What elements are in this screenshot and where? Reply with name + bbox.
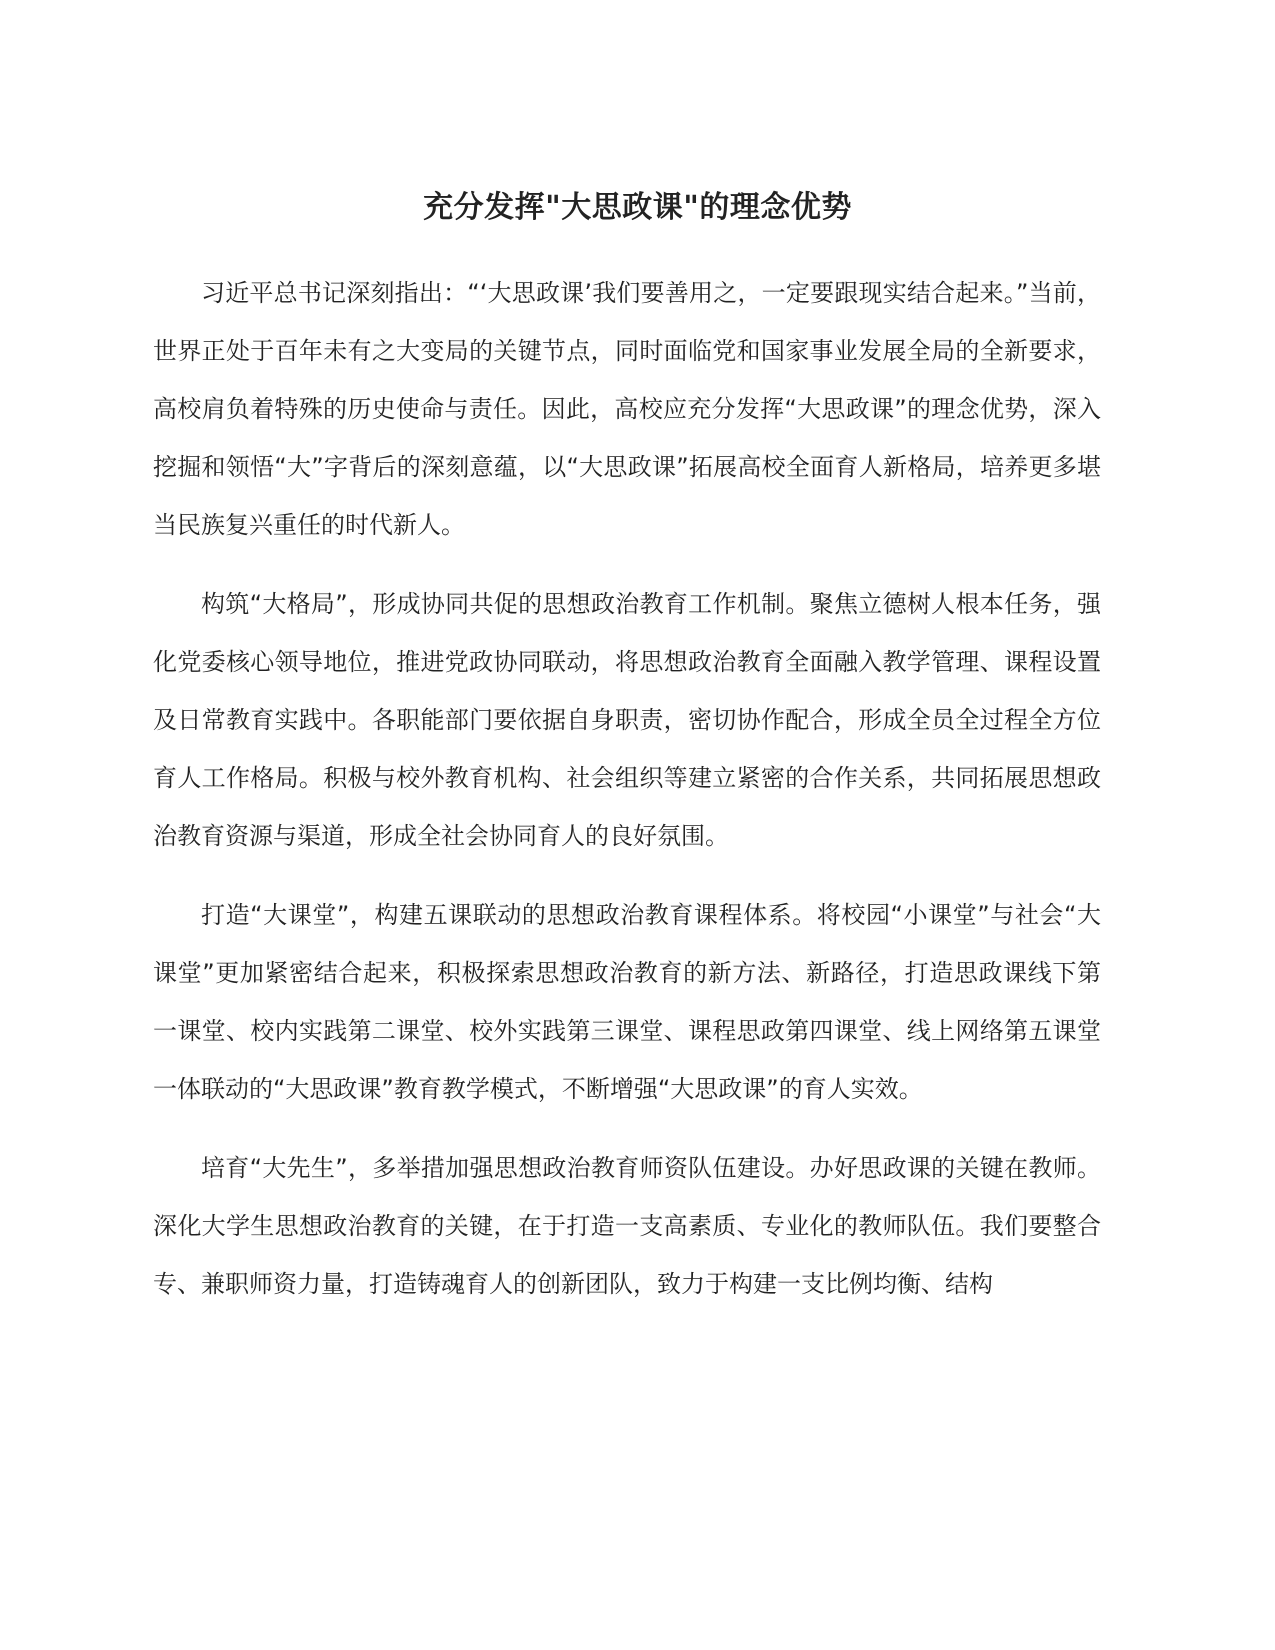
paragraph-4: 培育“大先生”，多举措加强思想政治教育师资队伍建设。办好思政课的关键在教师。深化大学生思想政治教育的关键，在于打造一支高素质、专业化的教师队伍。我们要整合专、兼职师资力量，打造铸魂育人的创新团队，致力于构建一支比例均衡、结构 bbox=[153, 1154, 1101, 1298]
paragraph-2: 构筑“大格局”，形成协同共促的思想政治教育工作机制。聚焦立德树人根本任务，强化党委核心领导地位，推进党政协同联动，将思想政治教育全面融入教学管理、课程设置及日常教育实践中。各职能部门要依据自身职责，密切协作配合，形成全员全过程全方位育人工作格局。积极与校外教育机构、社会组织等建立紧密的合作关系，共同拓展思想政治教育资源与渠道，形成全社会协同育人的良好氛围。 bbox=[153, 590, 1101, 850]
paragraph-1: 习近平总书记深刻指出：“‘大思政课’我们要善用之，一定要跟现实结合起来。”当前，世界正处于百年未有之大变局的关键节点，同时面临党和国家事业发展全局的全新要求，高校肩负着特殊的历史使命与责任。因此，高校应充分发挥“大思政课”的理念优势，深入挖掘和领悟“大”字背后的深刻意蕴，以“大思政课”拓展高校全面育人新格局，培养更多堪当民族复兴重任的时代新人。 bbox=[153, 279, 1101, 539]
document-body bbox=[153, 264, 1101, 1334]
document-title: 充分发挥"大思政课"的理念优势 bbox=[423, 190, 852, 225]
paragraph-3: 打造“大课堂”，构建五课联动的思想政治教育课程体系。将校园“小课堂”与社会“大课堂”更加紧密结合起来，积极探索思想政治教育的新方法、新路径，打造思政课线下第一课堂、校内实践第二课堂、校外实践第三课堂、课程思政第四课堂、线上网络第五课堂一体联动的“大思政课”教育教学模式，不断增强“大思政课”的育人实效。 bbox=[153, 901, 1101, 1103]
